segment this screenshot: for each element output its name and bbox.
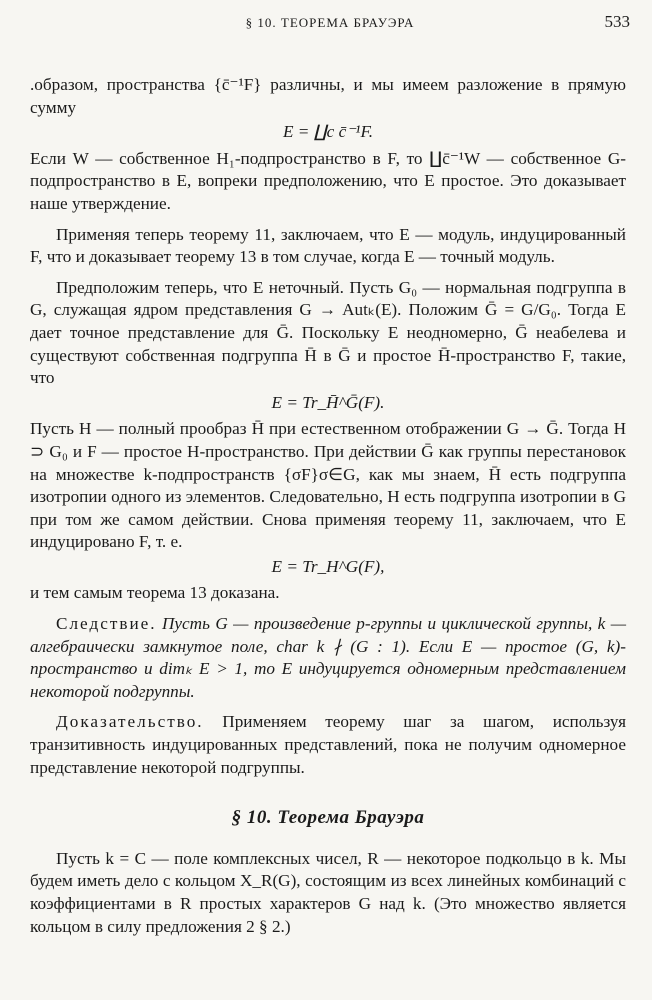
proof-label: Доказательство.: [56, 712, 204, 732]
paragraph: Если W — собственное H₁-подпространство в F, то ∐c̄⁻¹W — собственное G-подпространство в E, вопреки предположению, что E простое. Это доказывает наше утверждение.: [30, 148, 626, 213]
formula-trace-bar: E = Tr_H̄^Ḡ(F).: [271, 392, 385, 412]
paragraph: Пусть k = C — поле комплексных чисел, R — некоторое подкольцо в k. Мы будем иметь дело с кольцом X_R(G), состоящим из всех линейных комбинаций с коэффициентами в R простых характеров G над k. (Это множество является кольцом в силу предложения 2 § 2.): [30, 848, 626, 936]
running-head: § 10. ТЕОРЕМА БРАУЭРА: [245, 15, 415, 30]
paragraph: и тем самым теорема 13 доказана.: [30, 583, 280, 603]
corollary-label: Следствие.: [56, 614, 157, 634]
paragraph: Пусть H — полный прообраз H̄ при естественном отображении G → Ḡ. Тогда H ⊃ G₀ и F — простое H-пространство. При действии Ḡ как группы перестановок на множестве k-подпространств {σF}σ∈G, как мы знаем, H̄ есть подгруппа изотропии одного из элементов. Следовательно, H есть подгруппа изотропии в G при том же самом действии. Снова применяя теорему 11, заключаем, что E индуцировано F, т. е.: [30, 419, 626, 552]
section-title: § 10. Теорема Брауэра: [231, 807, 425, 829]
corollary-text: Пусть G — произведение p-группы и циклической группы, k — алгебраически замкнутое поле, char k ∤ (G : 1). Если E — простое (G, k)-пространство и dimₖ E > 1, то E индуцируется одномерным представлением некоторой подгруппы.: [30, 614, 627, 701]
formula-trace: E = Tr_H^G(F),: [271, 556, 385, 576]
paragraph-continued: .образом, пространства {c̄⁻¹F} различны, и мы имеем разложение в прямую сумму: [30, 75, 626, 117]
page-header: [30, 12, 630, 36]
proof-text: Применяем теорему шаг за шагом, используя транзитивность индуцированных представлений, пока не получим одномерное представление некоторой подгруппы.: [30, 712, 626, 777]
proof: [30, 711, 626, 779]
paragraph: Предположим теперь, что E неточный. Пусть G₀ — нормальная подгруппа в G, служащая ядром представления G → Autₖ(E). Положим Ḡ = G/G₀. Тогда E дает точное представление для Ḡ. Поскольку E неодномерно, Ḡ неабелева и существуют собственная подгруппа H̄ в Ḡ и простое H̄-пространство F, такие, что: [30, 277, 626, 388]
paragraph: Применяя теперь теорему 11, заключаем, что E — модуль, индуцированный F, что и доказывает теорему 13 в том случае, когда E — точный модуль.: [30, 224, 626, 267]
formula-direct-sum: E = ∐c c̄⁻¹F.: [282, 122, 374, 142]
corollary: [30, 613, 626, 703]
page-number: 533: [604, 12, 630, 31]
page-body: [30, 74, 626, 938]
